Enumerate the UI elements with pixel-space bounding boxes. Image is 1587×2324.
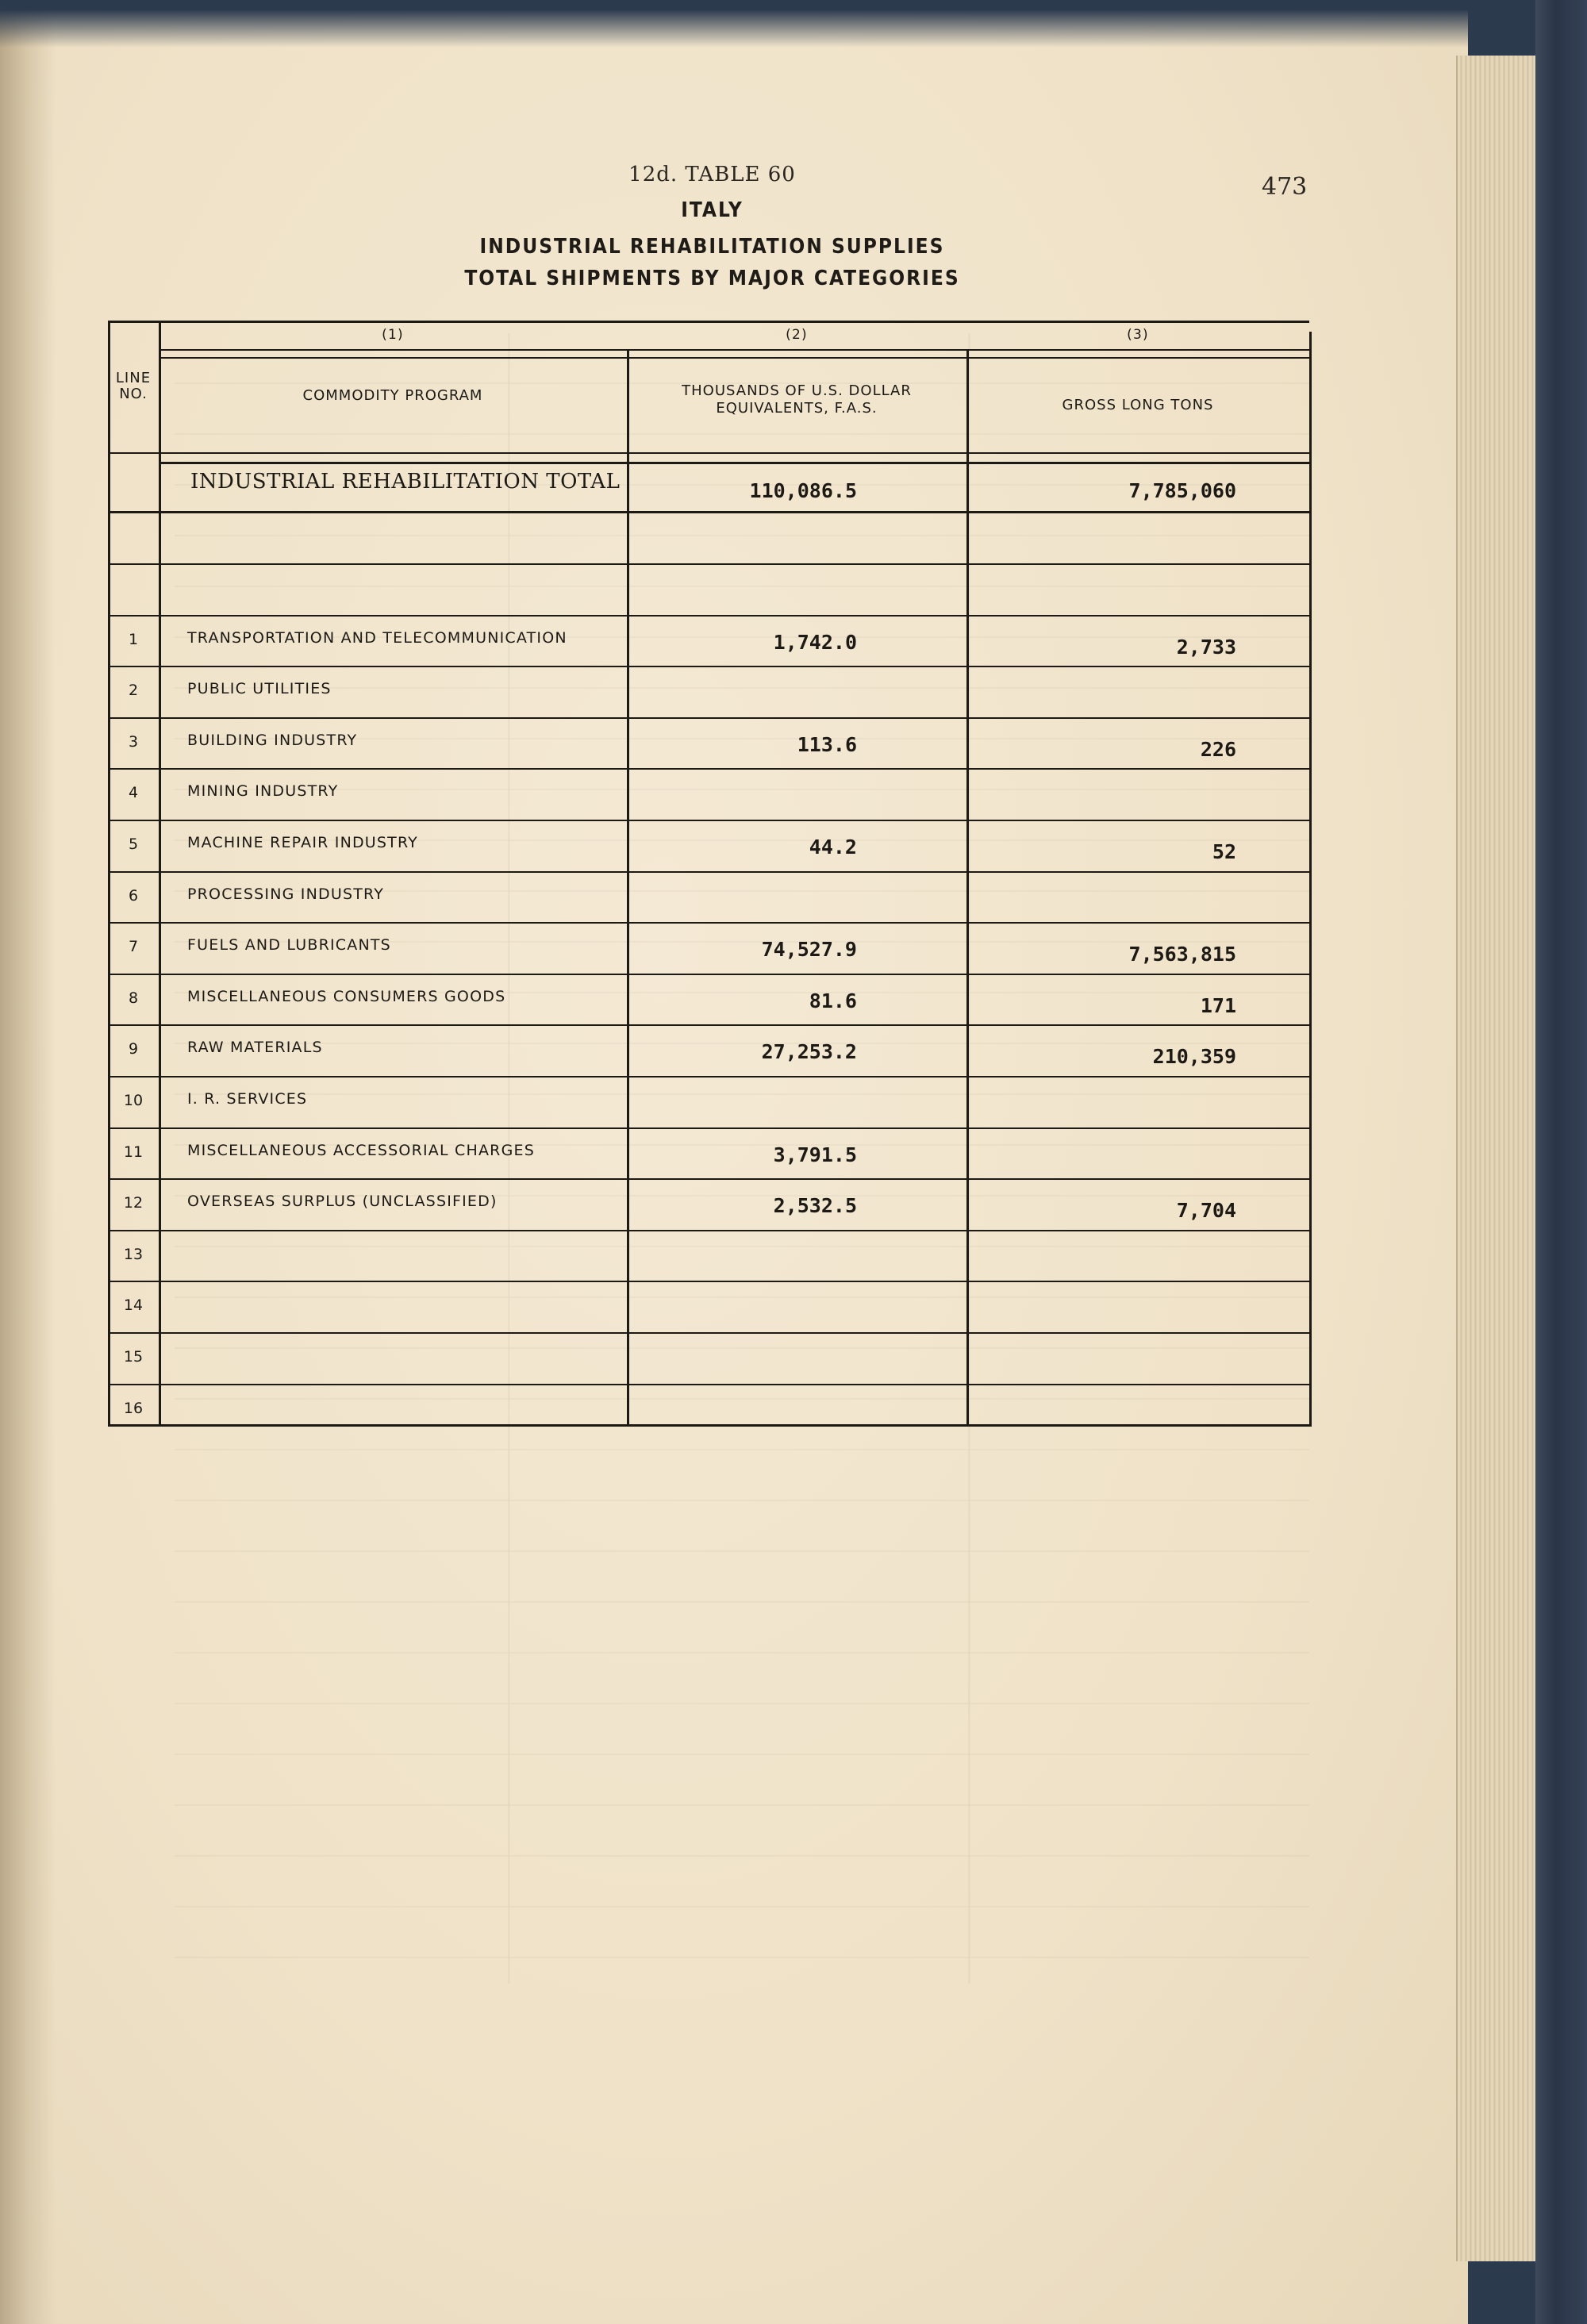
total-label: INDUSTRIAL REHABILITATION TOTAL xyxy=(190,470,621,494)
commodity-label: PROCESSING INDUSTRY xyxy=(187,885,384,903)
table-rule xyxy=(108,321,1309,323)
table-rule xyxy=(108,974,1309,975)
line-number: 3 xyxy=(128,733,139,751)
table-rule xyxy=(159,357,1309,359)
table-rule xyxy=(108,615,1309,617)
dollars-value: 74,527.9 xyxy=(761,938,857,961)
table-title: INDUSTRIAL REHABILITATION SUPPLIES xyxy=(479,235,945,259)
dollars-value: 1,742.0 xyxy=(773,631,857,654)
commodity-label: TRANSPORTATION AND TELECOMMUNICATION xyxy=(187,629,567,647)
total-tons: 7,785,060 xyxy=(1128,479,1236,502)
dollars-value: 2,532.5 xyxy=(773,1194,857,1217)
shipments-table xyxy=(108,321,1309,1417)
commodity-label: FUELS AND LUBRICANTS xyxy=(187,936,391,954)
line-number: 10 xyxy=(123,1092,144,1109)
header-dollars: THOUSANDS OF U.S. DOLLAR xyxy=(682,382,912,399)
commodity-label: I. R. SERVICES xyxy=(187,1090,308,1108)
dollars-value: 113.6 xyxy=(797,733,857,756)
total-dollars: 110,086.5 xyxy=(749,479,857,502)
table-rule xyxy=(108,1424,1312,1427)
table-rule xyxy=(108,1127,1309,1129)
commodity-label: MACHINE REPAIR INDUSTRY xyxy=(187,834,418,851)
line-number: 9 xyxy=(128,1040,139,1058)
tons-value: 226 xyxy=(1200,738,1236,761)
dollars-value: 81.6 xyxy=(809,989,857,1012)
tons-value: 210,359 xyxy=(1152,1045,1236,1068)
line-number: 5 xyxy=(128,835,139,853)
commodity-label: MINING INDUSTRY xyxy=(187,782,339,800)
column-number: (3) xyxy=(1127,327,1149,343)
table-rule xyxy=(108,563,1309,565)
header-line: LINE xyxy=(115,370,152,386)
table-rule xyxy=(108,1384,1309,1385)
table-rule xyxy=(108,871,1309,873)
table-rule xyxy=(108,1332,1309,1334)
table-rule xyxy=(108,1024,1309,1026)
tons-value: 7,563,815 xyxy=(1128,943,1236,966)
commodity-label: MISCELLANEOUS ACCESSORIAL CHARGES xyxy=(187,1142,535,1159)
table-rule xyxy=(1309,332,1312,1427)
table-rule xyxy=(108,452,1309,454)
commodity-label: BUILDING INDUSTRY xyxy=(187,732,358,749)
line-number: 7 xyxy=(128,938,139,955)
tons-value: 171 xyxy=(1200,994,1236,1017)
line-number: 2 xyxy=(128,682,139,699)
header-tons: GROSS LONG TONS xyxy=(1062,397,1214,413)
commodity-label: MISCELLANEOUS CONSUMERS GOODS xyxy=(187,988,506,1005)
table-rule xyxy=(108,768,1309,770)
header-dollars-2: EQUIVALENTS, F.A.S. xyxy=(716,400,878,417)
tons-value: 52 xyxy=(1212,840,1236,863)
column-number: (1) xyxy=(382,327,404,343)
commodity-label: OVERSEAS SURPLUS (UNCLASSIFIED) xyxy=(187,1193,498,1210)
country-title: ITALY xyxy=(681,198,744,222)
header-no: NO. xyxy=(119,386,148,402)
table-rule xyxy=(108,1178,1309,1180)
commodity-label: RAW MATERIALS xyxy=(187,1039,323,1056)
table-rule xyxy=(159,349,1309,351)
table-rule xyxy=(108,820,1309,821)
table-subtitle: TOTAL SHIPMENTS BY MAJOR CATEGORIES xyxy=(464,267,960,290)
table-rule xyxy=(108,1076,1309,1077)
column-number: (2) xyxy=(786,327,808,343)
top-shadow xyxy=(0,0,1468,48)
commodity-label: PUBLIC UTILITIES xyxy=(187,680,332,697)
tons-value: 7,704 xyxy=(1176,1199,1236,1222)
line-number: 11 xyxy=(123,1143,144,1161)
line-number: 15 xyxy=(123,1348,144,1366)
line-number: 8 xyxy=(128,989,139,1007)
line-number: 6 xyxy=(128,887,139,905)
table-rule xyxy=(108,666,1309,667)
line-number: 12 xyxy=(123,1194,144,1212)
table-rule xyxy=(108,1281,1309,1282)
page-number: 473 xyxy=(1262,173,1308,201)
book-cover xyxy=(1535,0,1587,2324)
tons-value: 2,733 xyxy=(1176,636,1236,659)
line-number: 1 xyxy=(128,631,139,648)
line-number: 14 xyxy=(123,1296,144,1314)
dollars-value: 27,253.2 xyxy=(761,1040,857,1063)
line-number: 16 xyxy=(123,1400,144,1417)
table-rule xyxy=(108,1230,1309,1231)
header-commodity: COMMODITY PROGRAM xyxy=(302,387,483,404)
line-number: 4 xyxy=(128,784,139,801)
table-reference: 12d. TABLE 60 xyxy=(628,163,796,186)
page-edges xyxy=(1456,56,1537,2261)
line-number: 13 xyxy=(123,1246,144,1263)
table-rule xyxy=(108,922,1309,924)
table-rule xyxy=(108,511,1309,513)
dollars-value: 3,791.5 xyxy=(773,1143,857,1166)
dollars-value: 44.2 xyxy=(809,835,857,859)
table-rule xyxy=(108,717,1309,719)
page-gutter xyxy=(0,0,56,2324)
table-rule xyxy=(159,462,1309,464)
